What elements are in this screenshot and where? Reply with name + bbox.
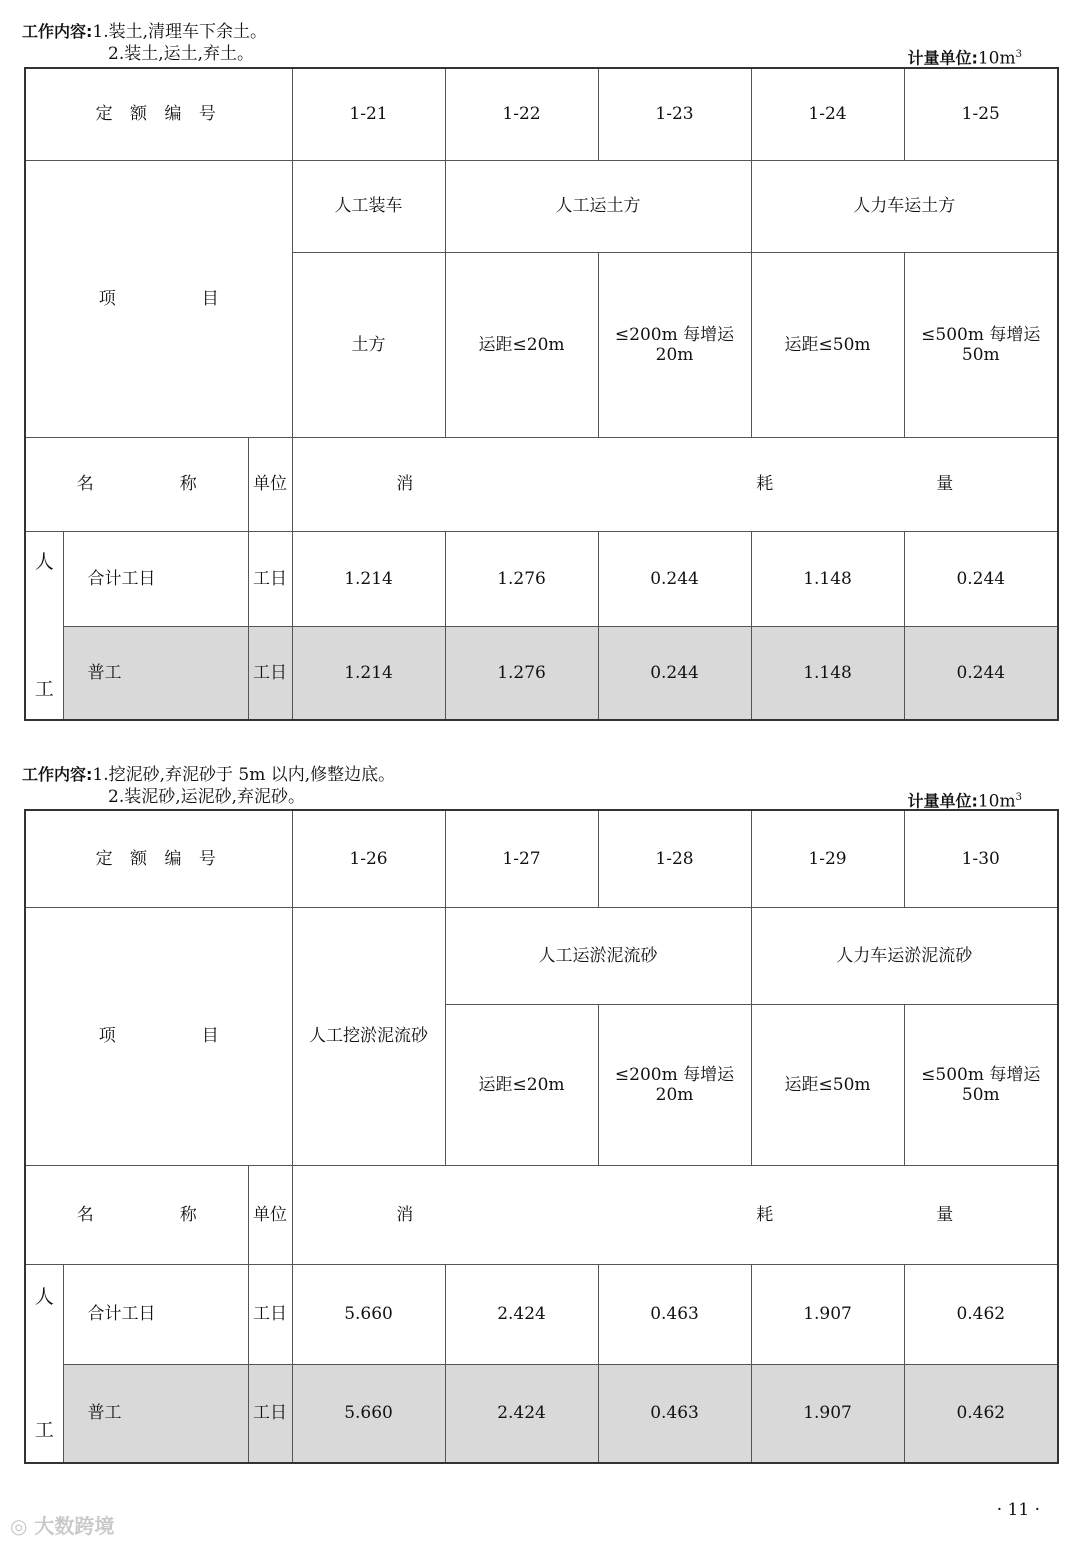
- consumption-char: 量: [936, 1204, 954, 1225]
- table-cell: 5.660: [292, 1264, 445, 1364]
- page-number: · 11 ·: [996, 1500, 1040, 1520]
- quota-code: 1-27: [445, 810, 598, 907]
- quota-table-1: [24, 67, 1059, 721]
- labor-category-a: 人: [34, 1285, 54, 1308]
- sub-header: 运距≤20m: [445, 252, 598, 437]
- table-cell: 1.276: [445, 531, 598, 626]
- quota-number-label: 定 额 编 号: [25, 68, 292, 160]
- sub-header: 运距≤50m: [751, 1004, 904, 1165]
- measure-unit-value: 10m: [977, 791, 1016, 812]
- row-unit: 工日: [248, 1264, 292, 1364]
- labor-category-b: 工: [34, 1419, 54, 1441]
- item-label-b: 目: [201, 1026, 219, 1046]
- watermark-logo-icon: ◎: [10, 1514, 28, 1538]
- group-header: 人工运土方: [445, 160, 751, 252]
- item-label-a: 项: [98, 288, 116, 309]
- table-cell: 1.148: [751, 626, 904, 720]
- consumption-header: [292, 437, 1058, 531]
- row-name: 合计工日: [63, 531, 248, 626]
- work-content-line: 1.挖泥砂,弃泥砂于 5m 以内,修整边底。: [92, 765, 396, 785]
- sub-header: 土方: [292, 252, 445, 437]
- group-header: 人工运淤泥流砂: [445, 907, 751, 1004]
- quota-number-label: 定 额 编 号: [25, 810, 292, 907]
- work-content-line: 1.装土,清理车下余土。: [92, 22, 268, 42]
- consumption-char: 消: [396, 1204, 414, 1225]
- unit-header: 单位: [248, 1165, 292, 1264]
- measure-unit-sup: 3: [1015, 49, 1022, 60]
- work-content-line: 2.装泥砂,运泥砂,弃泥砂。: [108, 787, 306, 807]
- quota-code: 1-21: [292, 68, 445, 160]
- table-cell: 0.462: [904, 1364, 1058, 1463]
- labor-category: [25, 531, 63, 720]
- table-cell: 2.424: [445, 1264, 598, 1364]
- table-cell: 1.214: [292, 626, 445, 720]
- labor-category: [25, 1264, 63, 1463]
- sub-header: ≤200m 每增运 20m: [598, 1004, 751, 1165]
- consumption-header: [292, 1165, 1058, 1264]
- group-header: 人力车运土方: [751, 160, 1058, 252]
- consumption-char: 耗: [756, 1204, 774, 1225]
- quota-code: 1-30: [904, 810, 1058, 907]
- name-header-a: 名: [76, 474, 94, 494]
- row-unit: 工日: [248, 531, 292, 626]
- consumption-char: 量: [936, 474, 954, 494]
- item-label: [25, 160, 292, 437]
- watermark: [10, 1510, 114, 1539]
- group-header: 人工装车: [292, 160, 445, 252]
- row-unit: 工日: [248, 1364, 292, 1463]
- table-cell: 0.244: [598, 626, 751, 720]
- name-header: [25, 1165, 248, 1264]
- quota-code: 1-24: [751, 68, 904, 160]
- work-content-label: 工作内容:: [22, 765, 93, 784]
- sub-header: ≤500m 每增运 50m: [904, 1004, 1058, 1165]
- table-cell: 1.907: [751, 1264, 904, 1364]
- work-content-line: 2.装土,运土,弃土。: [108, 44, 255, 64]
- table-cell: 2.424: [445, 1364, 598, 1463]
- watermark-text: 大数跨境: [34, 1514, 115, 1538]
- work-content-label: 工作内容:: [22, 22, 93, 41]
- quota-code: 1-28: [598, 810, 751, 907]
- labor-category-a: 人: [34, 550, 54, 573]
- table-cell: 0.244: [904, 531, 1058, 626]
- quota-code: 1-29: [751, 810, 904, 907]
- quota-code: 1-26: [292, 810, 445, 907]
- table-cell: 1.907: [751, 1364, 904, 1463]
- labor-category-b: 工: [34, 678, 54, 700]
- measure-unit-value: 10m: [977, 48, 1016, 69]
- sub-header: ≤500m 每增运 50m: [904, 252, 1058, 437]
- work-content-1: [22, 20, 267, 44]
- item-label-b: 目: [201, 288, 219, 309]
- unit-header: 单位: [248, 437, 292, 531]
- row-name: 普工: [63, 1364, 248, 1463]
- table-cell: 1.276: [445, 626, 598, 720]
- table-cell: 1.214: [292, 531, 445, 626]
- quota-code: 1-25: [904, 68, 1058, 160]
- quota-code: 1-22: [445, 68, 598, 160]
- table-cell: 1.148: [751, 531, 904, 626]
- name-header: [25, 437, 248, 531]
- name-header-a: 名: [76, 1204, 94, 1225]
- row-unit: 工日: [248, 626, 292, 720]
- name-header-b: 称: [179, 1204, 197, 1225]
- table-cell: 0.244: [904, 626, 1058, 720]
- quota-table-2: [24, 809, 1059, 1464]
- sub-header: ≤200m 每增运 20m: [598, 252, 751, 437]
- table-cell: 0.462: [904, 1264, 1058, 1364]
- row-name: 普工: [63, 626, 248, 720]
- work-content-2: [22, 763, 395, 787]
- table-cell: 0.463: [598, 1364, 751, 1463]
- row-name: 合计工日: [63, 1264, 248, 1364]
- measure-unit-label: 计量单位:: [907, 48, 978, 68]
- table-cell: 5.660: [292, 1364, 445, 1463]
- consumption-char: 耗: [756, 474, 774, 494]
- group-header: 人工挖淤泥流砂: [292, 907, 445, 1165]
- measure-unit-sup: 3: [1015, 792, 1022, 803]
- measure-unit-label: 计量单位:: [907, 791, 978, 811]
- consumption-char: 消: [396, 474, 414, 494]
- quota-code: 1-23: [598, 68, 751, 160]
- sub-header: 运距≤50m: [751, 252, 904, 437]
- item-label-a: 项: [98, 1026, 116, 1046]
- item-label: [25, 907, 292, 1165]
- name-header-b: 称: [179, 474, 197, 494]
- group-header: 人力车运淤泥流砂: [751, 907, 1058, 1004]
- table-cell: 0.463: [598, 1264, 751, 1364]
- table-cell: 0.244: [598, 531, 751, 626]
- sub-header: 运距≤20m: [445, 1004, 598, 1165]
